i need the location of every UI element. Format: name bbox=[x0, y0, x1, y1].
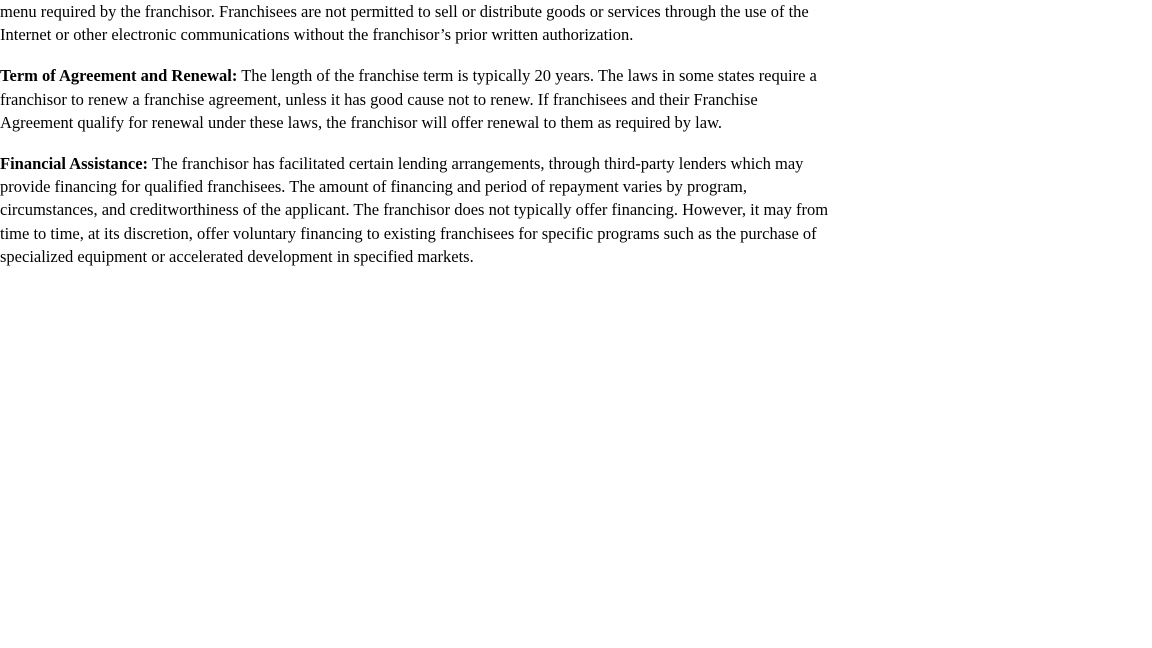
paragraph-heading: Financial Assistance: bbox=[0, 154, 149, 174]
paragraph-term-and-renewal bbox=[0, 64, 832, 134]
paragraph-heading: Term of Agreement and Renewal: bbox=[0, 66, 238, 86]
paragraph-internet-restrictions bbox=[0, 0, 832, 46]
paragraph-financial-assistance bbox=[0, 152, 832, 268]
paragraph-text: menu required by the franchisor. Franchisees are not permitted to sell or distribute goods or services through the use of the Internet or other electronic communications without the franchisor’s prior written authorization. bbox=[0, 2, 809, 45]
paragraph-text: The length of the franchise term is typically 20 years. The laws in some states require a franchisor to renew a franchise agreement, unless it has good cause not to renew. If franchisees and their Franchise Agreement qualify for renewal under these laws, the franchisor will offer renewal to them as required by law. bbox=[0, 66, 817, 132]
document-body bbox=[0, 0, 832, 286]
paragraph-text: The franchisor has facilitated certain lending arrangements, through third-party lenders which may provide financing for qualified franchisees. The amount of financing and period of repayment varies by program, circumstances, and creditworthiness of the applicant. The franchisor does not typically offer financing. However, it may from time to time, at its discretion, offer voluntary financing to existing franchisees for specific programs such as the purchase of specialized equipment or accelerated development in specified markets. bbox=[0, 154, 829, 266]
